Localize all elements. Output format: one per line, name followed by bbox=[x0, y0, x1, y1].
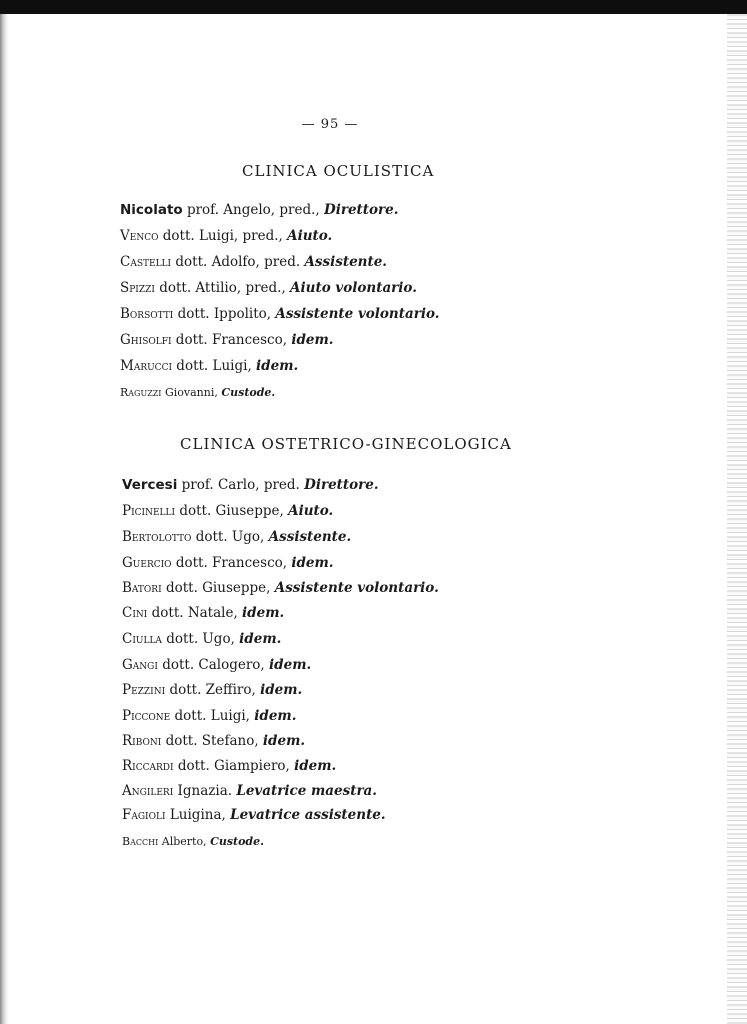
entry-name: Picinelli bbox=[122, 503, 176, 519]
entry-role: idem. bbox=[256, 358, 299, 374]
entry-name: Cini bbox=[122, 605, 148, 621]
entry-details: dott. Luigi, pred., bbox=[158, 228, 288, 244]
entry-name: Gangi bbox=[122, 657, 158, 673]
entry-name: Castelli bbox=[120, 254, 172, 270]
entry-details: dott. Ugo, bbox=[161, 631, 240, 647]
entry-name: Batori bbox=[122, 580, 162, 596]
entry-details: dott. Natale, bbox=[147, 605, 243, 621]
scan-top-border bbox=[0, 0, 747, 14]
entry-raguzzi bbox=[120, 384, 275, 402]
entry-pezzini bbox=[122, 681, 302, 699]
entry-ciulla bbox=[122, 630, 281, 648]
entry-name: Ghisolfi bbox=[120, 332, 172, 348]
entry-name: Borsotti bbox=[120, 306, 174, 322]
entry-angileri bbox=[122, 782, 377, 800]
section-title-oculistica: CLINICA OCULISTICA bbox=[242, 162, 435, 180]
entry-details: dott. Giampiero, bbox=[173, 758, 295, 774]
entry-riboni bbox=[122, 732, 305, 750]
entry-piccone bbox=[122, 707, 296, 725]
entry-details: dott. Calogero, bbox=[157, 657, 270, 673]
entry-details: dott. Giuseppe, bbox=[161, 580, 275, 596]
entry-role: idem. bbox=[291, 332, 334, 348]
entry-batori bbox=[122, 579, 439, 597]
entry-picinelli bbox=[122, 502, 333, 520]
scan-right-edge bbox=[727, 14, 747, 1024]
entry-role: Direttore. bbox=[304, 477, 379, 493]
entry-role: Custode. bbox=[221, 386, 276, 399]
entry-role: idem. bbox=[254, 708, 297, 724]
entry-details: prof. Angelo, pred., bbox=[182, 202, 324, 218]
entry-role: Aiuto. bbox=[287, 228, 333, 244]
entry-castelli bbox=[120, 253, 387, 271]
entry-name: Venco bbox=[120, 228, 159, 244]
entry-name: Piccone bbox=[122, 708, 171, 724]
entry-role: idem. bbox=[291, 555, 334, 571]
entry-details: dott. Attilio, pred., bbox=[154, 280, 291, 296]
entry-details: Ignazia. bbox=[173, 783, 237, 799]
entry-borsotti bbox=[120, 305, 439, 323]
section-title-ostetrico-ginecologica: CLINICA OSTETRICO-GINECOLOGICA bbox=[180, 435, 512, 453]
entry-details: dott. Francesco, bbox=[171, 332, 292, 348]
entry-role: Assistente. bbox=[268, 529, 352, 545]
entry-details: dott. Zeffiro, bbox=[165, 682, 261, 698]
entry-ghisolfi bbox=[120, 331, 333, 349]
entry-role: Assistente volontario. bbox=[274, 580, 439, 596]
entry-riccardi bbox=[122, 757, 336, 775]
entry-role: idem. bbox=[260, 682, 303, 698]
entry-name: Marucci bbox=[120, 358, 173, 374]
page-number: — 95 — bbox=[301, 117, 359, 132]
entry-name: Fagioli bbox=[122, 807, 166, 823]
entry-role: Levatrice maestra. bbox=[236, 783, 378, 799]
entry-details: Giovanni, bbox=[161, 386, 222, 399]
entry-nicolato bbox=[120, 201, 398, 219]
entry-bertolotto bbox=[122, 528, 351, 546]
entry-role: Assistente. bbox=[304, 254, 388, 270]
entry-spizzi bbox=[120, 279, 417, 297]
entry-name: Raguzzi bbox=[120, 386, 162, 399]
entry-details: dott. Francesco, bbox=[171, 555, 292, 571]
entry-role: idem. bbox=[242, 605, 285, 621]
entry-details: dott. Luigi, bbox=[170, 708, 255, 724]
entry-details: dott. Adolfo, pred. bbox=[171, 254, 305, 270]
entry-name: Guercio bbox=[122, 555, 172, 571]
entry-name: Vercesi bbox=[122, 477, 178, 493]
entry-venco bbox=[120, 227, 332, 245]
entry-marucci bbox=[120, 357, 298, 375]
entry-cini bbox=[122, 604, 284, 622]
entry-role: Direttore. bbox=[324, 202, 399, 218]
entry-vercesi bbox=[122, 476, 379, 494]
entry-role: Aiuto volontario. bbox=[290, 280, 417, 296]
entry-details: dott. Ippolito, bbox=[173, 306, 276, 322]
entry-details: dott. Luigi, bbox=[172, 358, 257, 374]
entry-role: idem. bbox=[239, 631, 282, 647]
entry-name: Bacchi bbox=[122, 835, 159, 848]
entry-name: Pezzini bbox=[122, 682, 166, 698]
entry-role: idem. bbox=[294, 758, 337, 774]
entry-role: Aiuto. bbox=[288, 503, 334, 519]
entry-role: Custode. bbox=[210, 835, 264, 848]
entry-name: Riboni bbox=[122, 733, 162, 749]
entry-name: Spizzi bbox=[120, 280, 155, 296]
entry-role: idem. bbox=[269, 657, 312, 673]
entry-gangi bbox=[122, 656, 311, 674]
entry-name: Riccardi bbox=[122, 758, 174, 774]
entry-name: Ciulla bbox=[122, 631, 162, 647]
entry-name: Bertolotto bbox=[122, 529, 192, 545]
scan-left-edge bbox=[0, 14, 9, 1024]
entry-details: dott. Stefano, bbox=[161, 733, 263, 749]
entry-guercio bbox=[122, 554, 334, 572]
entry-bacchi bbox=[122, 833, 264, 851]
entry-role: Assistente volontario. bbox=[275, 306, 440, 322]
entry-details: dott. Ugo, bbox=[191, 529, 269, 545]
entry-details: Luigina, bbox=[165, 807, 231, 823]
entry-role: idem. bbox=[262, 733, 306, 749]
entry-fagioli bbox=[122, 806, 386, 824]
entry-role: Levatrice assistente. bbox=[230, 807, 386, 823]
entry-details: prof. Carlo, pred. bbox=[177, 477, 305, 493]
entry-details: Alberto, bbox=[158, 835, 211, 848]
entry-name: Angileri bbox=[122, 783, 174, 799]
entry-details: dott. Giuseppe, bbox=[175, 503, 289, 519]
entry-name: Nicolato bbox=[120, 202, 183, 218]
